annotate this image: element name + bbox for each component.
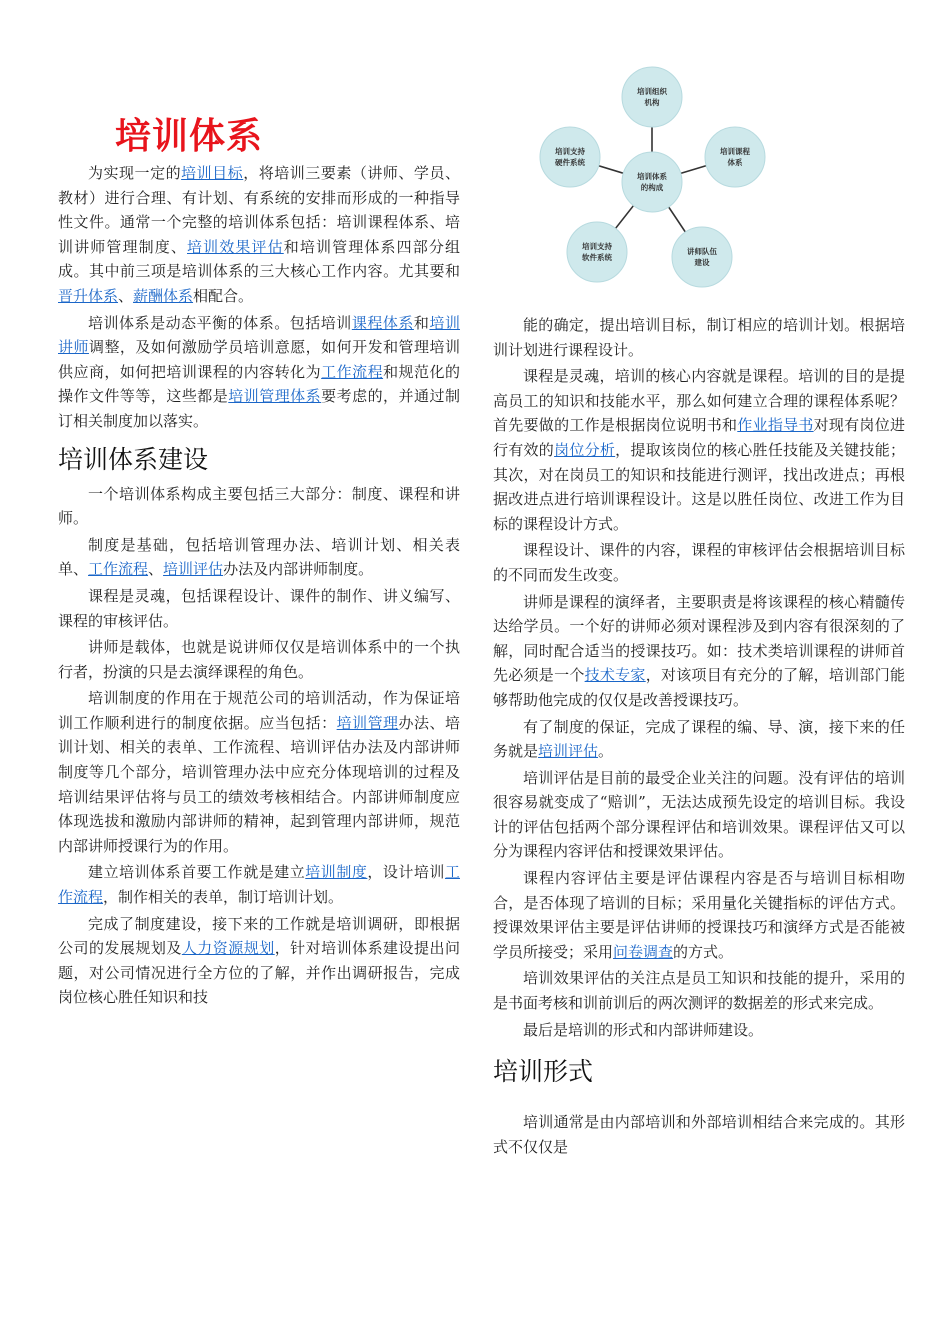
- link-tech-expert[interactable]: 技术专家: [584, 666, 646, 685]
- paragraph: 课程设计、课件的内容，课程的审核评估会根据培训目标的不同而发生改变。: [493, 541, 905, 584]
- center-label-2: 的构成: [640, 183, 664, 192]
- paragraph: [58, 311, 460, 434]
- link-hr-planning[interactable]: 人力资源规划: [181, 939, 275, 958]
- link-training-policy[interactable]: 培训制度: [305, 863, 368, 882]
- paragraph: [493, 866, 905, 964]
- node-label: 培训支持: [582, 242, 612, 251]
- link-training-eval[interactable]: 培训评估: [163, 560, 224, 579]
- diagram-node-software: [567, 222, 627, 282]
- text: 完成了制度建设，接下来的工作就是培训调研，即根据公司的发展规划及: [58, 914, 460, 958]
- node-label: 建设: [694, 258, 710, 267]
- text: 制度是基础，包括培训管理办法、培训计划、相关表单、: [58, 535, 460, 579]
- link-training-eval[interactable]: 培训评估: [538, 742, 599, 761]
- text: 要考虑的，并通过制订相关制度加以落实。: [58, 387, 460, 430]
- link-workflow[interactable]: 工作流程: [321, 362, 384, 381]
- link-training-lecturer[interactable]: 培训讲师: [58, 313, 460, 357]
- text: 培训体系是动态平衡的体系。包括培训: [88, 313, 352, 332]
- text: 办法、培训计划、相关的表单、工作流程、培训评估办法及内部讲师制度等几个部分，培训管理办法中应充分体现培训的过程及培训结果评估将与员工的绩效考核相结合。内部讲师制度应体现选拔和激励内部讲师的精神，起到管理内部讲师，规范内部讲师授课行为的作用。: [58, 713, 460, 855]
- node-label: 体系: [727, 158, 743, 167]
- paragraph: 能的确定，提出培训目标，制订相应的培训计划。根据培训计划进行课程设计。: [493, 316, 905, 359]
- text: 调整，及如何激励学员培训意愿，如何开发和管理培训供应商，如何把培训课程的内容转化为: [58, 338, 460, 381]
- training-system-diagram: [525, 62, 780, 292]
- text: ，对该项目有充分的了解，培训部门能够帮助他完成的仅仅是改善授课技巧。: [493, 666, 905, 709]
- paragraph: 最后是培训的形式和内部讲师建设。: [523, 1020, 764, 1039]
- center-label-1: 培训体系: [637, 172, 667, 181]
- text: 相配合。: [193, 286, 254, 305]
- paragraph: [58, 161, 460, 309]
- link-questionnaire[interactable]: 问卷调查: [613, 942, 674, 961]
- text: 对现有岗位进行有效的: [493, 416, 905, 459]
- left-column: [58, 161, 460, 1012]
- link-work-instruction[interactable]: 作业指导书: [737, 416, 814, 435]
- node-label: 讲师队伍: [687, 247, 717, 256]
- paragraph: [493, 364, 905, 536]
- text: 。: [598, 742, 614, 761]
- text: ，设计培训: [367, 863, 445, 882]
- paragraph: 讲师是载体，也就是说讲师仅仅是培训体系中的一个执行者，扮演的只是去演绎课程的角色。: [58, 638, 460, 681]
- text: ，制作相关的表单，制订培训计划。: [103, 888, 344, 907]
- link-training-mgmt[interactable]: 培训管理: [336, 713, 399, 732]
- text: 课程是灵魂，培训的核心内容就是课程。培训的目的是提高员工的知识和技能水平，那么如何建立合理的课程体系呢？首先要做的工作是根据岗位说明书和: [493, 367, 905, 435]
- paragraph: 一个培训体系构成主要包括三大部分：制度、课程和讲师。: [58, 484, 460, 528]
- section-heading-forms: 培训形式: [493, 1057, 594, 1087]
- paragraph: 培训评估是目前的最受企业关注的问题。没有评估的培训很容易就变成了“赔训”，无法达成预先设定的培训目标。我设计的评估包括两个部分课程评估和培训效果。课程评估又可以分为课程内容评估和授课效果评估。: [493, 768, 905, 861]
- text: 和培训管理体系四部分组成。其中前三项是培训体系的三大核心工作内容。尤其要和: [58, 237, 460, 281]
- link-promotion-system[interactable]: 晋升体系: [58, 286, 119, 305]
- paragraph: [58, 912, 460, 1010]
- link-job-analysis[interactable]: 岗位分析: [554, 440, 616, 459]
- text: 和: [413, 313, 430, 332]
- text: 、: [148, 560, 164, 579]
- section-heading-build: 培训体系建设: [58, 444, 209, 474]
- paragraph: 培训效果评估的关注点是员工知识和技能的提升，采用的是书面考核和训前训后的两次测评的数据差的形式来完成。: [493, 969, 905, 1013]
- node-label: 软件系统: [582, 253, 612, 262]
- right-column: [493, 313, 905, 1161]
- text: 的方式。: [673, 942, 734, 961]
- text: ，将培训三要素（讲师、学员、教材）进行合理、有计划、有系统的安排而形成的一种指导性文件。通常一个完整的培训体系包括：培训课程体系、培训讲师管理制度、: [58, 164, 460, 256]
- link-training-mgmt-system[interactable]: 培训管理体系: [228, 387, 322, 406]
- node-label: 培训组织: [637, 87, 667, 96]
- paragraph: 培训通常是由内部培训和外部培训相结合来完成的。其形式不仅仅是: [493, 1113, 905, 1156]
- text: 讲师是课程的演绎者，主要职责是将该课程的核心精髓传达给学员。一个好的讲师必须对课程涉及到内容有很深刻的了解，同时配合适当的授课技巧。如：技术类培训课程的讲师首先必须是一个: [493, 592, 905, 685]
- node-label: 机构: [644, 98, 660, 107]
- text: 课程内容评估主要是评估课程内容是否与培训目标相吻合，是否体现了培训的目标；采用量化关键指标的评估方式。授课效果评估主要是评估讲师的授课技巧和演绎方式是否能被学员所接受；采用: [493, 869, 905, 961]
- diagram-center-node: [622, 152, 682, 212]
- text: 办法及内部讲师制度。: [223, 560, 374, 579]
- paragraph: [493, 590, 905, 713]
- link-workflow[interactable]: 工作流程: [58, 863, 460, 907]
- paragraph: [493, 715, 905, 764]
- paragraph: [58, 533, 460, 582]
- link-course-system[interactable]: 课程体系: [351, 313, 414, 332]
- text: 培训制度的作用在于规范公司的培训活动，作为保证培训工作顺利进行的制度依据。应当包括：: [58, 689, 460, 732]
- link-salary-system[interactable]: 薪酬体系: [133, 286, 194, 305]
- text: 和规范化的操作文件等等，这些都是: [58, 362, 460, 406]
- text: ，提取该岗位的核心胜任技能及关键技能；其次，对在岗员工的知识和技能进行测评，找出改进点；再根据改进点进行培训课程设计。这是以胜任岗位、改进工作为目标的课程设计方式。: [493, 440, 905, 533]
- node-label: 培训支持: [555, 147, 585, 156]
- node-label: 培训课程: [720, 147, 750, 156]
- text: 有了制度的保证，完成了课程的编、导、演，接下来的任务就是: [493, 717, 905, 761]
- diagram-node-course: [705, 127, 765, 187]
- text: 建立培训体系首要工作就是建立: [88, 863, 306, 882]
- diagram-node-lecturer: [672, 227, 732, 287]
- link-training-goal[interactable]: 培训目标: [181, 164, 244, 182]
- paragraph: [58, 686, 460, 858]
- paragraph: [58, 860, 460, 909]
- link-workflow[interactable]: 工作流程: [88, 560, 149, 579]
- paragraph: 课程是灵魂，包括课程设计、课件的制作、讲义编写、课程的审核评估。: [58, 586, 460, 630]
- diagram-node-org: [622, 67, 682, 127]
- diagram-node-hardware: [540, 127, 600, 187]
- link-training-effect-eval[interactable]: 培训效果评估: [187, 237, 284, 256]
- node-label: 硬件系统: [555, 158, 585, 167]
- text: 、: [118, 286, 134, 305]
- text: ，针对培训体系建设提出问题，对公司情况进行全方位的了解，并作出调研报告，完成岗位核心胜任知识和技: [58, 939, 460, 1007]
- text: 为实现一定的: [88, 164, 182, 182]
- document-title: 培训体系: [115, 116, 264, 157]
